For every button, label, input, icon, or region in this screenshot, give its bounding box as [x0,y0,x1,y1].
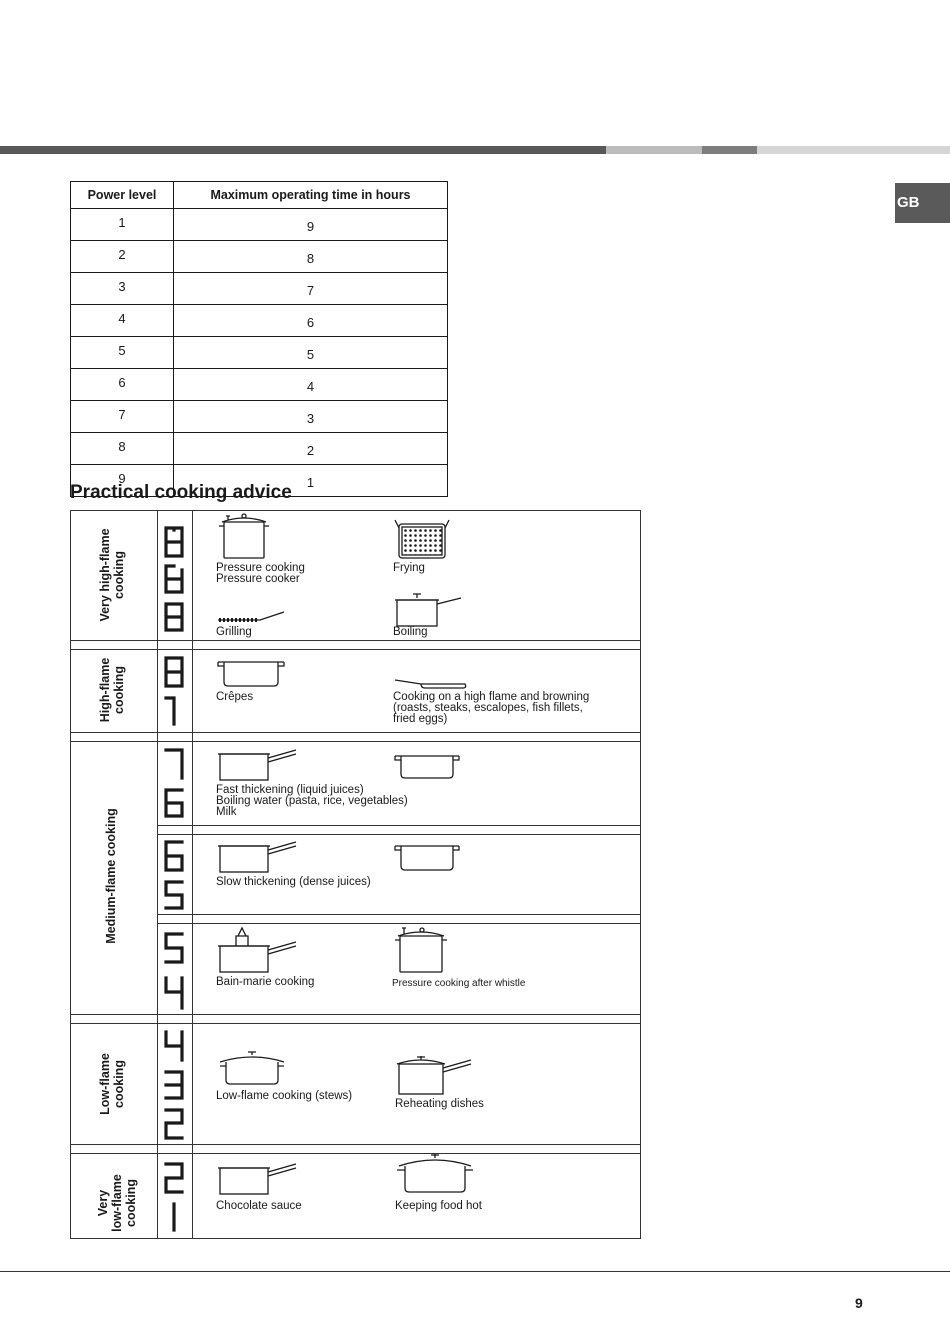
casserole-icon [393,752,465,782]
power-level-cell: 6 [71,369,174,401]
level-digits-medium-3 [162,928,186,1010]
frying-label: Frying [393,562,425,574]
hours-cell: 3 [174,401,448,433]
crepes-pot-icon [216,658,288,690]
keep-warm-pot-icon [395,1152,475,1196]
pressure-cooker-icon [392,924,450,974]
level-digits-medium-2 [162,838,186,912]
page-number: 9 [855,1295,863,1311]
power-level-cell: 5 [71,337,174,369]
power-level-cell: 1 [71,209,174,241]
power-level-cell: 3 [71,273,174,305]
category-very-high-flame: Very high-flame cooking [98,528,126,622]
grid-line [70,510,71,1238]
hours-cell: 7 [174,273,448,305]
boiling-pot-icon [393,590,465,628]
boiling-label: Boiling [393,626,428,638]
table-header-row [71,182,448,209]
hours-cell: 9 [174,209,448,241]
casserole-icon [393,842,465,874]
table-row [71,401,448,433]
header-bar-light [606,146,702,154]
grid-line [157,834,641,835]
header-bar-dark [0,146,606,154]
grill-pan-icon [216,608,288,626]
hours-cell: 6 [174,305,448,337]
saucepan-icon [216,838,300,874]
category-high-flame: High-flame cooking [98,657,126,723]
header-bar-mid [702,146,757,154]
hours-cell: 4 [174,369,448,401]
keeping-hot-label: Keeping food hot [395,1200,482,1212]
table-row [71,305,448,337]
grid-line [70,649,641,650]
level-digits-medium-1 [162,746,186,820]
bain-marie-icon [216,926,300,974]
stew-pot-icon [216,1050,288,1088]
fast-thickening-label: Fast thickening (liquid juices) Boiling water (pasta, rice, vegetables) Milk [216,784,408,818]
chocolate-sauce-label: Chocolate sauce [216,1200,302,1212]
category-low-flame: Low-flame cooking [98,1053,126,1115]
table-row [71,241,448,273]
language-tab: GB [895,183,950,223]
category-very-low-flame: Very low-flame cooking [96,1174,138,1232]
high-flame-label: Cooking on a high flame and browning (roasts, steaks, escalopes, fish fillets, fried eggs) [393,691,590,725]
grid-line [70,640,641,641]
grilling-label: Grilling [216,626,252,638]
grid-line [157,914,641,915]
grid-line [70,1153,641,1154]
footer-rule [0,1271,950,1272]
grid-line [640,510,641,1238]
stews-label: Low-flame cooking (stews) [216,1090,353,1102]
level-digits-very-high [162,518,186,634]
hours-cell: 1 [174,465,448,497]
grid-line [70,1144,641,1145]
table-row [71,337,448,369]
power-level-cell: 4 [71,305,174,337]
table-row [71,273,448,305]
pressure-after-whistle-label: Pressure cooking after whistle [392,978,526,989]
hours-cell: 5 [174,337,448,369]
grid-line [192,510,193,1238]
bain-marie-label: Bain-marie cooking [216,976,315,988]
grid-line [70,1014,641,1015]
header-max-time: Maximum operating time in hours [174,182,448,209]
grid-line [70,1023,641,1024]
hours-cell: 2 [174,433,448,465]
level-digits-low [162,1028,186,1142]
power-level-cell: 2 [71,241,174,273]
grid-line [70,510,641,511]
level-digits-very-low [162,1160,186,1234]
power-level-cell: 9 [71,465,174,497]
grid-line [70,1238,641,1239]
level-digits-high [162,654,186,728]
frying-basket-icon [393,518,451,560]
table-row [71,433,448,465]
crepes-label: Crêpes [216,691,254,703]
table-row [71,209,448,241]
header-power-level: Power level [71,182,174,209]
frying-pan-icon [393,676,471,690]
reheating-label: Reheating dishes [395,1098,484,1110]
saucepan-icon [216,746,300,782]
power-level-table [70,181,448,497]
slow-thickening-label: Slow thickening (dense juices) [216,876,371,888]
category-medium-flame: Medium-flame cooking [104,808,118,944]
pressure-cooking-label: Pressure cooking Pressure cooker [216,562,305,585]
pressure-cooker-icon [216,512,272,560]
saucepan-icon [216,1160,300,1196]
power-level-cell: 8 [71,433,174,465]
header-bar-lightest [757,146,950,154]
grid-line [157,825,641,826]
section-title: Practical cooking advice [70,482,292,503]
grid-line [70,741,641,742]
grid-line [157,510,158,1238]
hours-cell: 8 [174,241,448,273]
grid-line [70,732,641,733]
table-row [71,369,448,401]
reheating-saucepan-icon [395,1054,475,1096]
power-level-cell: 7 [71,401,174,433]
